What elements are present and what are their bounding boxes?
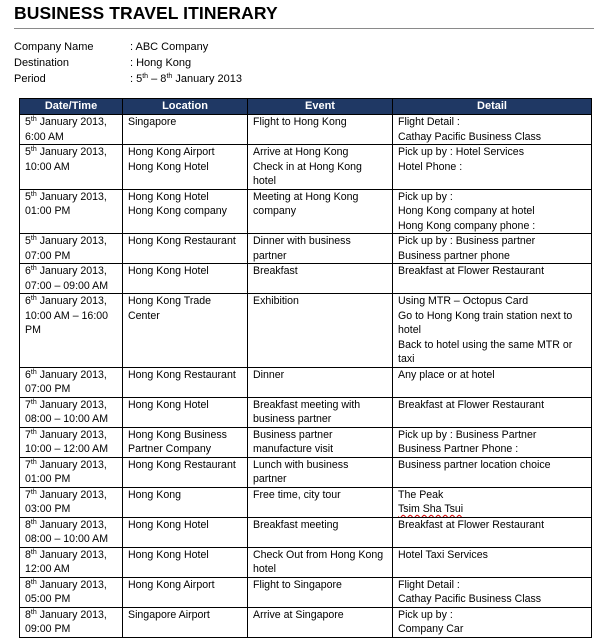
table-row bbox=[20, 145, 592, 190]
cell-location: Hong Kong Hotel bbox=[123, 264, 248, 294]
cell-date-time: 5th January 2013, 01:00 PM bbox=[20, 189, 123, 234]
cell-location: Hong Kong Airport Hong Kong Hotel bbox=[123, 145, 248, 190]
cell-location: Hong Kong Hotel bbox=[123, 397, 248, 427]
table-row bbox=[20, 547, 592, 577]
cell-date-time: 5th January 2013, 6:00 AM bbox=[20, 115, 123, 145]
itinerary-table bbox=[19, 98, 592, 638]
header-location: Location bbox=[123, 99, 248, 115]
cell-location: Hong Kong Trade Center bbox=[123, 294, 248, 368]
period-label: Period bbox=[14, 73, 46, 85]
cell-date-time: 6th January 2013, 10:00 AM – 16:00 PM bbox=[20, 294, 123, 368]
cell-location: Hong Kong Restaurant bbox=[123, 367, 248, 397]
cell-date-time: 8th January 2013, 08:00 – 10:00 AM bbox=[20, 517, 123, 547]
header-event: Event bbox=[248, 99, 393, 115]
cell-detail: Any place or at hotel bbox=[393, 367, 592, 397]
cell-detail: The Peak Tsim Sha Tsui bbox=[393, 487, 592, 517]
cell-event: Check Out from Hong Kong hotel bbox=[248, 547, 393, 577]
table-row bbox=[20, 457, 592, 487]
cell-location: Hong Kong Hotel bbox=[123, 547, 248, 577]
company-label: Company Name bbox=[14, 41, 94, 53]
cell-detail: Breakfast at Flower Restaurant bbox=[393, 397, 592, 427]
table-row bbox=[20, 367, 592, 397]
cell-event: Business partner manufacture visit bbox=[248, 427, 393, 457]
destination-value: : Hong Kong bbox=[130, 57, 192, 69]
cell-event: Free time, city tour bbox=[248, 487, 393, 517]
cell-detail: Breakfast at Flower Restaurant bbox=[393, 264, 592, 294]
table-row bbox=[20, 234, 592, 264]
cell-location: Hong Kong Restaurant bbox=[123, 234, 248, 264]
table-row bbox=[20, 294, 592, 368]
cell-detail: Flight Detail : Cathay Pacific Business Class bbox=[393, 577, 592, 607]
cell-date-time: 8th January 2013, 09:00 PM bbox=[20, 607, 123, 637]
header-date-time: Date/Time bbox=[20, 99, 123, 115]
cell-event: Flight to Singapore bbox=[248, 577, 393, 607]
cell-date-time: 5th January 2013, 10:00 AM bbox=[20, 145, 123, 190]
cell-location: Hong Kong Business Partner Company bbox=[123, 427, 248, 457]
cell-date-time: 7th January 2013, 10:00 – 12:00 AM bbox=[20, 427, 123, 457]
cell-location: Hong Kong Airport bbox=[123, 577, 248, 607]
cell-location: Hong Kong Hotel bbox=[123, 517, 248, 547]
cell-event: Flight to Hong Kong bbox=[248, 115, 393, 145]
table-row bbox=[20, 115, 592, 145]
cell-detail: Pick up by : Hotel Services Hotel Phone : bbox=[393, 145, 592, 190]
cell-detail: Using MTR – Octopus Card Go to Hong Kong train station next to hotel Back to hotel using the same MTR or taxi bbox=[393, 294, 592, 368]
cell-detail: Pick up by : Business Partner Business Partner Phone : bbox=[393, 427, 592, 457]
table-row bbox=[20, 397, 592, 427]
cell-date-time: 8th January 2013, 05:00 PM bbox=[20, 577, 123, 607]
cell-date-time: 6th January 2013, 07:00 – 09:00 AM bbox=[20, 264, 123, 294]
cell-date-time: 5th January 2013, 07:00 PM bbox=[20, 234, 123, 264]
table-row bbox=[20, 487, 592, 517]
cell-date-time: 7th January 2013, 01:00 PM bbox=[20, 457, 123, 487]
table-header-row bbox=[20, 99, 592, 115]
cell-location: Singapore bbox=[123, 115, 248, 145]
table-row bbox=[20, 577, 592, 607]
table-row bbox=[20, 189, 592, 234]
table-row bbox=[20, 264, 592, 294]
cell-date-time: 7th January 2013, 03:00 PM bbox=[20, 487, 123, 517]
header-detail: Detail bbox=[393, 99, 592, 115]
cell-location: Hong Kong Hotel Hong Kong company bbox=[123, 189, 248, 234]
cell-location: Singapore Airport bbox=[123, 607, 248, 637]
cell-event: Breakfast meeting with business partner bbox=[248, 397, 393, 427]
period-value: : 5th – 8th January 2013 bbox=[130, 73, 242, 85]
cell-event: Dinner with business partner bbox=[248, 234, 393, 264]
cell-date-time: 6th January 2013, 07:00 PM bbox=[20, 367, 123, 397]
cell-event: Lunch with business partner bbox=[248, 457, 393, 487]
cell-detail: Business partner location choice bbox=[393, 457, 592, 487]
destination-label: Destination bbox=[14, 57, 70, 69]
cell-date-time: 7th January 2013, 08:00 – 10:00 AM bbox=[20, 397, 123, 427]
table-row bbox=[20, 607, 592, 637]
title-divider bbox=[14, 28, 594, 29]
cell-event: Dinner bbox=[248, 367, 393, 397]
cell-detail: Hotel Taxi Services bbox=[393, 547, 592, 577]
company-value: : ABC Company bbox=[130, 41, 209, 53]
cell-event: Breakfast meeting bbox=[248, 517, 393, 547]
cell-event: Breakfast bbox=[248, 264, 393, 294]
cell-event: Meeting at Hong Kong company bbox=[248, 189, 393, 234]
page-title: BUSINESS TRAVEL ITINERARY bbox=[14, 3, 278, 23]
cell-event: Exhibition bbox=[248, 294, 393, 368]
cell-detail: Flight Detail : Cathay Pacific Business Class bbox=[393, 115, 592, 145]
cell-detail: Pick up by : Hong Kong company at hotel Hong Kong company phone : bbox=[393, 189, 592, 234]
cell-detail: Pick up by : Business partner Business partner phone bbox=[393, 234, 592, 264]
table-row bbox=[20, 427, 592, 457]
cell-event: Arrive at Hong Kong Check in at Hong Kong hotel bbox=[248, 145, 393, 190]
cell-date-time: 8th January 2013, 12:00 AM bbox=[20, 547, 123, 577]
cell-location: Hong Kong Restaurant bbox=[123, 457, 248, 487]
cell-event: Arrive at Singapore bbox=[248, 607, 393, 637]
table-row bbox=[20, 517, 592, 547]
cell-detail: Breakfast at Flower Restaurant bbox=[393, 517, 592, 547]
cell-detail: Pick up by : Company Car bbox=[393, 607, 592, 637]
cell-location: Hong Kong bbox=[123, 487, 248, 517]
